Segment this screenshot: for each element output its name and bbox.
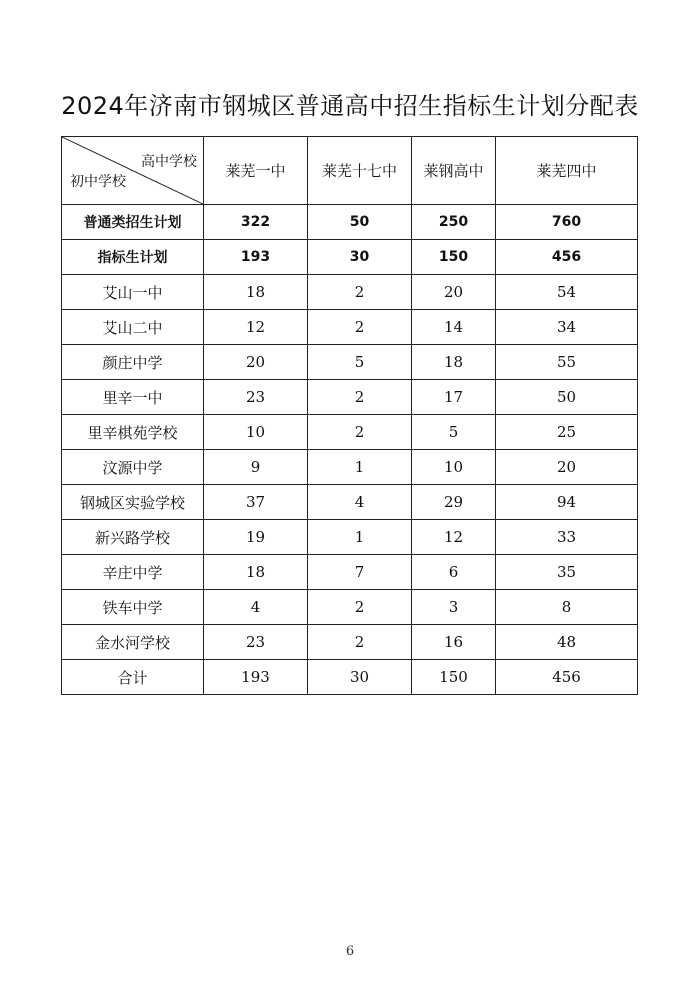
table-cell: 50	[496, 380, 638, 415]
table-cell: 16	[412, 625, 496, 660]
page-title: 2024年济南市钢城区普通高中招生指标生计划分配表	[61, 92, 639, 120]
table-cell: 30	[308, 660, 412, 695]
table-cell: 23	[204, 380, 308, 415]
summary-row-quota-plan	[62, 240, 638, 275]
row-label: 铁车中学	[62, 590, 204, 625]
row-label: 新兴路学校	[62, 520, 204, 555]
table-cell: 5	[308, 345, 412, 380]
table-cell: 10	[204, 415, 308, 450]
table-cell: 250	[412, 205, 496, 240]
table-cell: 2	[308, 590, 412, 625]
row-label: 辛庄中学	[62, 555, 204, 590]
table-cell: 2	[308, 310, 412, 345]
table-cell: 37	[204, 485, 308, 520]
table-row	[62, 415, 638, 450]
table-cell: 760	[496, 205, 638, 240]
column-header: 莱钢高中	[412, 137, 496, 205]
table-row	[62, 625, 638, 660]
table-cell: 94	[496, 485, 638, 520]
table-cell: 322	[204, 205, 308, 240]
table-cell: 5	[412, 415, 496, 450]
row-label: 汶源中学	[62, 450, 204, 485]
table-cell: 34	[496, 310, 638, 345]
table-row	[62, 450, 638, 485]
table-cell: 2	[308, 275, 412, 310]
table-row	[62, 590, 638, 625]
table-cell: 1	[308, 520, 412, 555]
table-cell: 23	[204, 625, 308, 660]
table-cell: 12	[204, 310, 308, 345]
column-header: 莱芜一中	[204, 137, 308, 205]
table-cell: 54	[496, 275, 638, 310]
table-cell: 20	[412, 275, 496, 310]
table-cell: 4	[308, 485, 412, 520]
table-cell: 150	[412, 240, 496, 275]
table-row	[62, 520, 638, 555]
row-label: 里辛棋苑学校	[62, 415, 204, 450]
table-cell: 193	[204, 660, 308, 695]
table-row	[62, 485, 638, 520]
row-label: 钢城区实验学校	[62, 485, 204, 520]
table-cell: 20	[204, 345, 308, 380]
row-label: 普通类招生计划	[62, 205, 204, 240]
column-header: 莱芜十七中	[308, 137, 412, 205]
table-cell: 55	[496, 345, 638, 380]
table-cell: 17	[412, 380, 496, 415]
table-cell: 7	[308, 555, 412, 590]
column-header: 莱芜四中	[496, 137, 638, 205]
table-cell: 30	[308, 240, 412, 275]
row-label: 艾山一中	[62, 275, 204, 310]
summary-row-general-plan	[62, 205, 638, 240]
table-row	[62, 275, 638, 310]
table-cell: 25	[496, 415, 638, 450]
table-cell: 6	[412, 555, 496, 590]
page-number: 6	[345, 944, 355, 959]
table-cell: 2	[308, 380, 412, 415]
total-row	[62, 660, 638, 695]
row-label: 里辛一中	[62, 380, 204, 415]
table-cell: 33	[496, 520, 638, 555]
table-cell: 150	[412, 660, 496, 695]
table-cell: 12	[412, 520, 496, 555]
diagonal-header-cell	[62, 137, 204, 205]
table-cell: 10	[412, 450, 496, 485]
table-cell: 3	[412, 590, 496, 625]
table-row	[62, 310, 638, 345]
table-cell: 456	[496, 660, 638, 695]
table-cell: 20	[496, 450, 638, 485]
row-label: 指标生计划	[62, 240, 204, 275]
table-row	[62, 380, 638, 415]
table-cell: 9	[204, 450, 308, 485]
table-cell: 4	[204, 590, 308, 625]
table-row	[62, 555, 638, 590]
table-cell: 18	[412, 345, 496, 380]
high-school-axis-label: 高中学校	[141, 154, 197, 170]
table-cell: 18	[204, 555, 308, 590]
table-cell: 19	[204, 520, 308, 555]
table-cell: 193	[204, 240, 308, 275]
table-cell: 35	[496, 555, 638, 590]
table-cell: 8	[496, 590, 638, 625]
table-cell: 1	[308, 450, 412, 485]
middle-school-axis-label: 初中学校	[70, 174, 126, 190]
row-label: 颜庄中学	[62, 345, 204, 380]
table-header-row	[62, 137, 638, 205]
table-cell: 2	[308, 415, 412, 450]
row-label: 金水河学校	[62, 625, 204, 660]
table-cell: 14	[412, 310, 496, 345]
table-row	[62, 345, 638, 380]
allocation-table	[61, 136, 638, 695]
table-cell: 456	[496, 240, 638, 275]
table-cell: 29	[412, 485, 496, 520]
row-label: 艾山二中	[62, 310, 204, 345]
table-cell: 50	[308, 205, 412, 240]
table-cell: 48	[496, 625, 638, 660]
table-cell: 18	[204, 275, 308, 310]
table-cell: 2	[308, 625, 412, 660]
row-label: 合计	[62, 660, 204, 695]
